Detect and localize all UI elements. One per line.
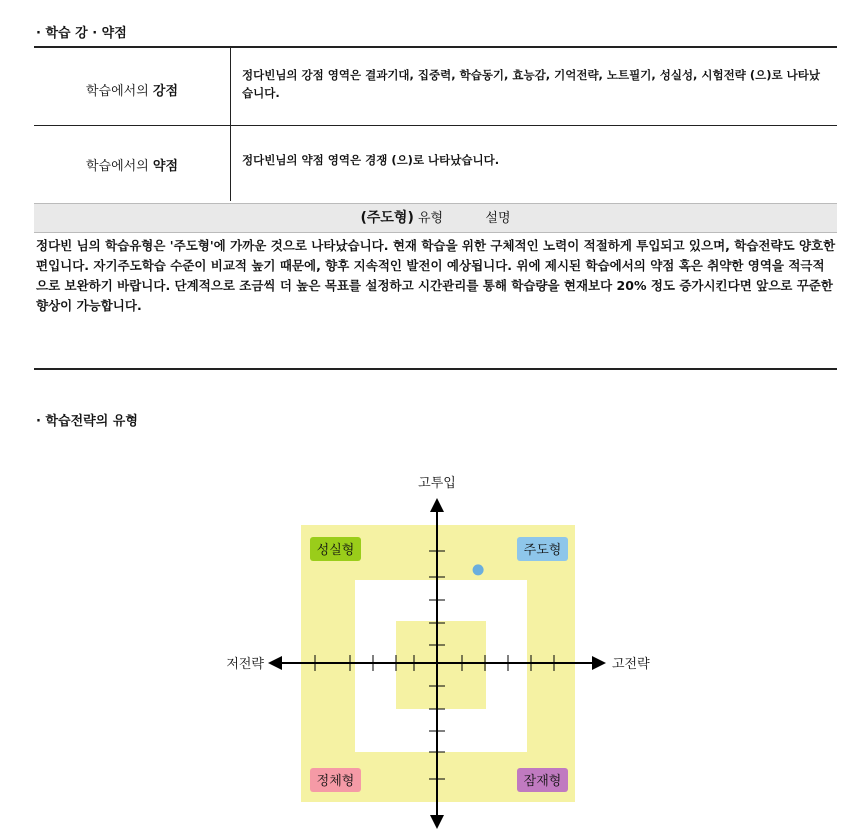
arrow-left-icon <box>268 656 282 670</box>
type-word: 유형 <box>417 211 444 226</box>
inner-zone <box>396 621 486 709</box>
quadrant-label-bottom-left: 정체형 <box>316 774 355 789</box>
strength-label: 학습에서의 강점 <box>85 84 179 99</box>
arrow-up-icon <box>430 498 444 512</box>
arrow-down-icon <box>430 815 444 829</box>
type-description: 정다빈 님의 학습유형은 '주도형'에 가까운 것으로 나타났습니다. 현재 학습을 위한 구체적인 노력이 적절하게 투입되고 있으며, 학습전략도 양호한 편입니다. 자기주도학습 수준이 비교적 높기 때문에, 향후 지속적인 발전이 예상됩니다. 위에 제시된 학습에서의 약점 혹은 취약한 영역을 적극적으로 보완하기 바랍니다. 단계적으로 조금씩 더 높은 목표를 설정하고 시간관리를 통해 학습량을 현재보다 20% 정도 증가시킨다면 앞으로 꾸준한 향상이 가능합니다. <box>36 238 836 313</box>
quadrant-label-top-left: 성실형 <box>316 543 355 558</box>
learner-position-point <box>473 564 484 575</box>
weakness-text: 정다빈님의 약점 영역은 경쟁 (으)로 나타났습니다. <box>242 153 500 167</box>
section-title-strategy: · 학습전략의 유형 <box>36 414 138 429</box>
x-right-label: 고전략 <box>612 657 650 672</box>
quadrant-label-top-right: 주도형 <box>523 543 562 558</box>
section-title-strengths: · 학습 강 · 약점 <box>36 26 127 41</box>
x-left-label: 저전략 <box>226 657 264 672</box>
strength-text: 정다빈님의 강점 영역은 결과기대, 집중력, 학습동기, 효능감, 기억전략, 노트필기, 성실성, 시험전략 (으)로 나타났습니다. <box>242 68 820 100</box>
y-top-label: 고투입 <box>418 476 456 491</box>
type-name: (주도형) <box>360 210 414 226</box>
arrow-right-icon <box>592 656 606 670</box>
weakness-label: 학습에서의 약점 <box>85 159 179 174</box>
quadrant-label-bottom-right: 잠재형 <box>523 774 562 789</box>
explain-word: 설명 <box>485 211 511 226</box>
